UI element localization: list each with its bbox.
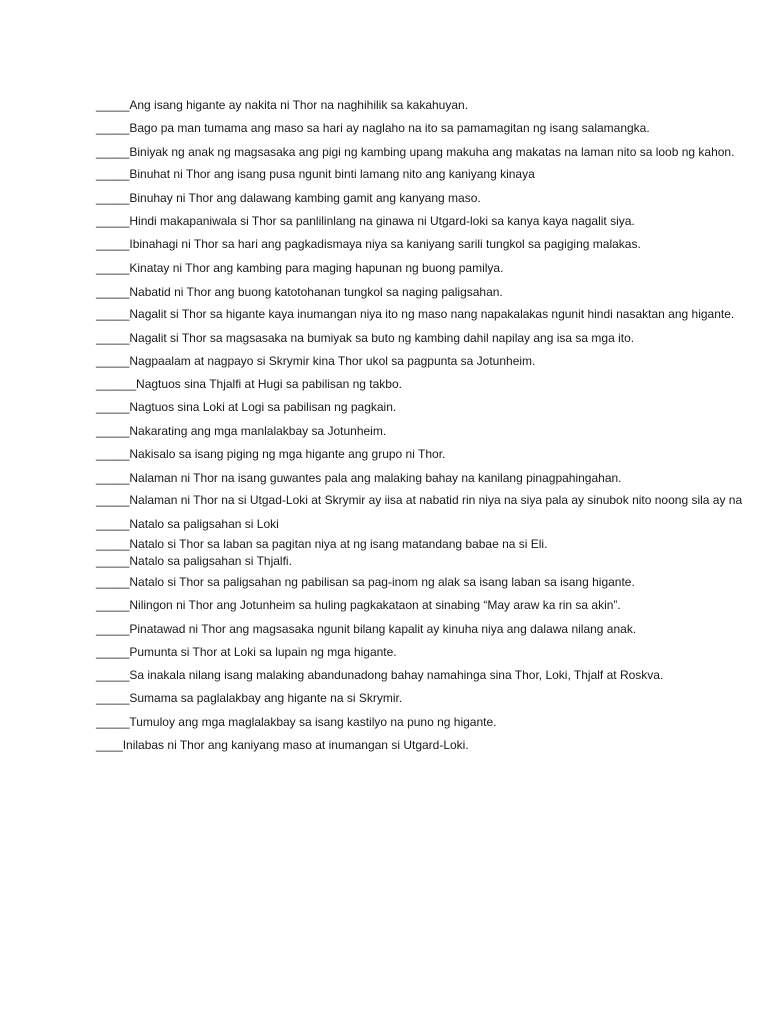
statement-line: _____Nalaman ni Thor na si Utgad-Loki at Skrymir ay iisa at nabatid rin niya na siya pala ay sinubok nito noong sila ay na (96, 493, 743, 507)
statement-line: _____Tumuloy ang mga maglalakbay sa isang kastilyo na puno ng higante. (96, 715, 497, 729)
statement-line: _____Hindi makapaniwala si Thor sa panlilinlang na ginawa ni Utgard-loki sa kanya kaya nagalit siya. (96, 214, 635, 228)
statement-line: _____Ang isang higante ay nakita ni Thor na naghihilik sa kakahuyan. (96, 98, 469, 112)
statement-line: ______Nagtuos sina Thjalfi at Hugi sa pabilisan ng takbo. (96, 377, 402, 391)
statement-line: _____Nilingon ni Thor ang Jotunheim sa huling pagkakataon at sinabing “May araw ka rin sa akin”. (96, 598, 621, 612)
statement-line: _____Nakisalo sa isang piging ng mga higante ang grupo ni Thor. (96, 447, 446, 461)
statement-line: _____Sa inakala nilang isang malaking abandunadong bahay namahinga sina Thor, Loki, Thjalf at Roskva. (96, 668, 664, 682)
statement-line: _____Binuhay ni Thor ang dalawang kambing gamit ang kanyang maso. (96, 191, 481, 205)
statement-line: _____Natalo sa paligsahan si Loki (96, 517, 279, 531)
statement-line: _____Nakarating ang mga manlalakbay sa Jotunheim. (96, 424, 387, 438)
statement-line: _____Natalo si Thor sa paligsahan ng pabilisan sa pag-inom ng alak sa isang laban sa isang higante. (96, 575, 635, 589)
statement-line: _____Pumunta si Thor at Loki sa lupain ng mga higante. (96, 645, 397, 659)
statement-line: _____Pinatawad ni Thor ang magsasaka ngunit bilang kapalit ay kinuha niya ang dalawa nilang anak. (96, 622, 637, 636)
statement-line: _____Nagtuos sina Loki at Logi sa pabilisan ng pagkain. (96, 400, 397, 414)
statement-line: _____Sumama sa paglalakbay ang higante na si Skrymir. (96, 691, 403, 705)
statement-line: _____Natalo sa paligsahan si Thjalfi. (96, 554, 292, 568)
statement-line: _____Biniyak ng anak ng magsasaka ang pigi ng kambing upang makuha ang makatas na laman nito sa loob ng kahon. (96, 145, 735, 159)
statement-line: _____Nalaman ni Thor na isang guwantes pala ang malaking bahay na kanilang pinagpahingahan. (96, 471, 622, 485)
statement-line: ____Inilabas ni Thor ang kaniyang maso at inumangan si Utgard-Loki. (96, 738, 469, 752)
statement-line: _____Nabatid ni Thor ang buong katotohanan tungkol sa naging paligsahan. (96, 285, 503, 299)
statement-line: _____Ibinahagi ni Thor sa hari ang pagkadismaya niya sa kaniyang sarili tungkol sa pagiging malakas. (96, 237, 641, 251)
statement-line: _____Kinatay ni Thor ang kambing para maging hapunan ng buong pamilya. (96, 261, 504, 275)
statement-line: _____Nagalit si Thor sa higante kaya inumangan niya ito ng maso nang napakalakas ngunit hindi nasaktan ang higante. (96, 307, 735, 321)
statement-line: _____Binuhat ni Thor ang isang pusa ngunit binti lamang nito ang kaniyang kinaya (96, 167, 535, 181)
statement-line: _____Nagalit si Thor sa magsasaka na bumiyak sa buto ng kambing dahil napilay ang isa sa mga ito. (96, 331, 635, 345)
statement-line: _____Bago pa man tumama ang maso sa hari ay naglaho na ito sa pamamagitan ng isang salamangka. (96, 121, 650, 135)
statement-line: _____Natalo si Thor sa laban sa pagitan niya at ng isang matandang babae na si Eli. (96, 537, 548, 551)
statement-line: _____Nagpaalam at nagpayo si Skrymir kina Thor ukol sa pagpunta sa Jotunheim. (96, 354, 536, 368)
